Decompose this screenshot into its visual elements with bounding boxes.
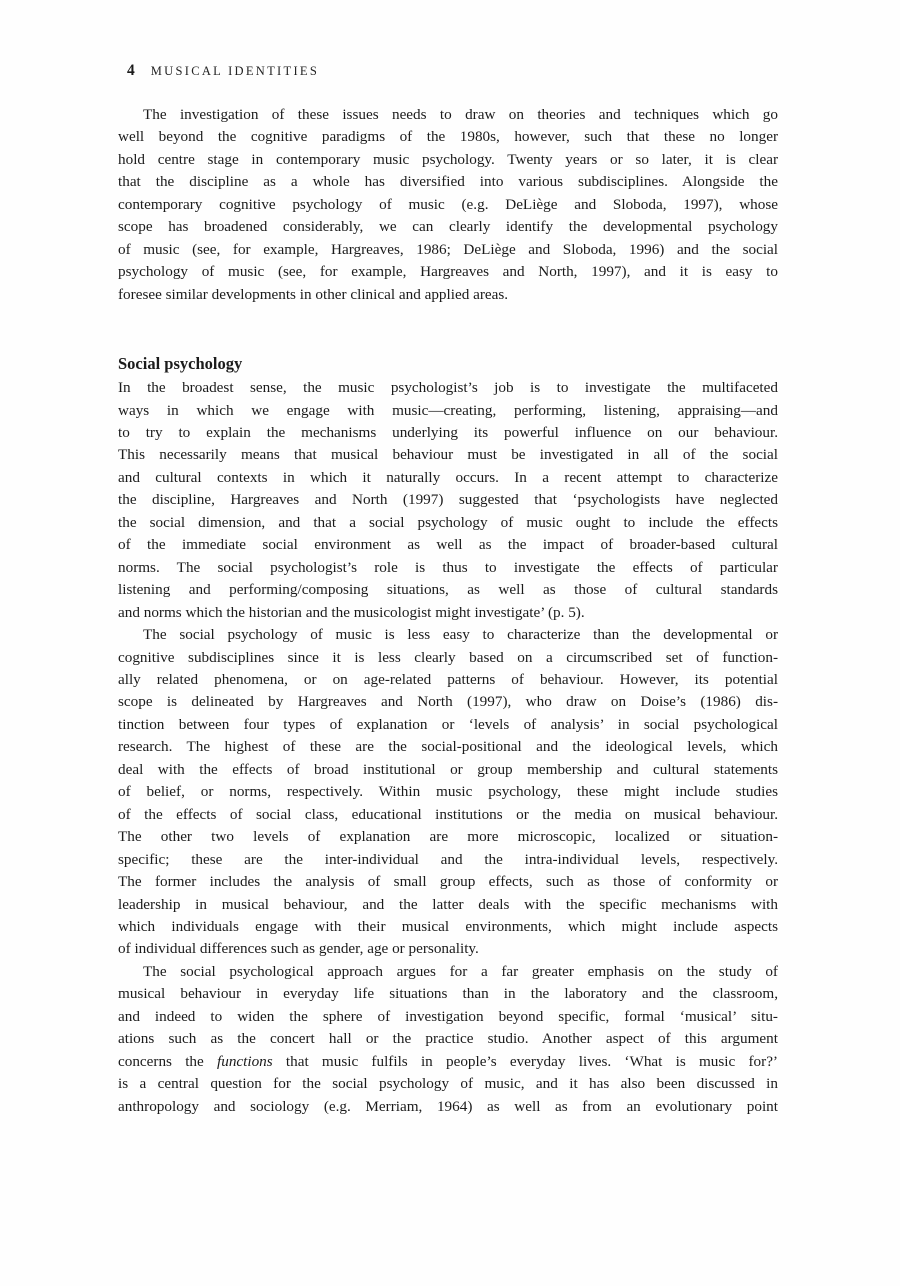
paragraph-1 [118,104,778,306]
text-line: contemporary cognitive psychology of music (e.g. DeLiège and Sloboda, 1997), whose [118,195,778,213]
text-line: the discipline, Hargreaves and North (1997) suggested that ‘psychologists have neglected [118,491,778,509]
text-line: norms. The social psychologist’s role is thus to investigate the effects of particular [118,558,778,576]
text-line: of music (see, for example, Hargreaves, 1986; DeLiège and Sloboda, 1996) and the social [118,240,778,258]
text-line: In the broadest sense, the music psychologist’s job is to investigate the multifaceted [118,379,778,397]
text-line: The social psychology of music is less easy to characterize than the developmental or [143,626,778,644]
text-line: the social dimension, and that a social psychology of music ought to include the effects [118,513,778,531]
text-line: that the discipline as a whole has diversified into various subdisciplines. Alongside the [118,173,778,191]
text-line: cognitive subdisciplines since it is less clearly based on a circumscribed set of function- [118,648,778,666]
running-head-title: MUSICAL IDENTITIES [150,64,320,78]
text-line: psychology of music (see, for example, Hargreaves and North, 1997), and it is easy to [118,263,778,281]
running-header [127,62,319,80]
text-line: which individuals engage with their musical environments, which might include aspects [118,917,778,935]
body-text [118,104,778,1118]
text-line: of belief, or norms, respectively. Within music psychology, these might include studies [118,783,778,801]
text-line: This necessarily means that musical behaviour must be investigated in all of the social [118,446,778,464]
text-line: ally related phenomena, or on age-related patterns of behaviour. However, its potential [118,670,778,688]
text-line: ways in which we engage with music—creating, performing, listening, appraising—and [118,401,778,419]
text-line: musical behaviour in everyday life situations than in the laboratory and the classroom, [118,985,778,1003]
text-line: is a central question for the social psychology of music, and it has also been discussed in [118,1075,778,1093]
text-segment: concerns the [118,1052,217,1070]
paragraph-4 [118,961,778,1118]
text-line: The other two levels of explanation are more microscopic, localized or situation- [118,828,778,846]
text-line: and norms which the historian and the musicologist might investigate’ (p. 5). [118,603,585,621]
paragraph-2 [118,377,778,624]
text-line: tinction between four types of explanation or ‘levels of analysis’ in social psychological [118,715,778,733]
text-line: The former includes the analysis of small group effects, such as those of conformity or [118,873,778,891]
text-line: of individual differences such as gender, age or personality. [118,940,479,958]
text-line: listening and performing/composing situations, as well as those of cultural standards [118,581,778,599]
page-number: 4 [127,62,135,79]
text-line: scope is delineated by Hargreaves and North (1997), who draw on Doise’s (1986) dis- [118,693,778,711]
text-line: well beyond the cognitive paradigms of the 1980s, however, such that these no longer [118,128,778,146]
text-line: and indeed to widen the sphere of investigation beyond specific, formal ‘musical’ situ- [118,1007,778,1025]
text-line: ations such as the concert hall or the practice studio. Another aspect of this argument [118,1030,778,1048]
text-line: scope has broadened considerably, we can clearly identify the developmental psychology [118,218,778,236]
text-segment: that music fulfils in people’s everyday lives. ‘What is music for?’ [272,1052,778,1070]
text-line: and cultural contexts in which it naturally occurs. In a recent attempt to characterize [118,468,778,486]
text-line: specific; these are the inter-individual and the intra-individual levels, respectively. [118,850,778,868]
paragraph-3 [118,624,778,961]
text-line-with-italic [118,1051,778,1073]
text-line: to try to explain the mechanisms underlying its powerful influence on our behaviour. [118,423,778,441]
text-line: of the effects of social class, educational institutions or the media on musical behaviour. [118,805,778,823]
text-line: The social psychological approach argues for a far greater emphasis on the study of [143,962,778,980]
text-line: deal with the effects of broad institutional or group membership and cultural statements [118,760,778,778]
text-line: hold centre stage in contemporary music psychology. Twenty years or so later, it is clear [118,150,778,168]
text-line: The investigation of these issues needs to draw on theories and techniques which go [143,106,778,123]
italic-word-functions: functions [217,1052,273,1070]
text-line: of the immediate social environment as well as the impact of broader-based cultural [118,536,778,554]
text-line: leadership in musical behaviour, and the latter deals with the specific mechanisms with [118,895,778,913]
section-heading: Social psychology [118,354,243,374]
text-line: foresee similar developments in other clinical and applied areas. [118,285,509,303]
text-line: anthropology and sociology (e.g. Merriam, 1964) as well as from an evolutionary point [118,1097,778,1115]
text-line: research. The highest of these are the social-positional and the ideological levels, which [118,738,778,756]
